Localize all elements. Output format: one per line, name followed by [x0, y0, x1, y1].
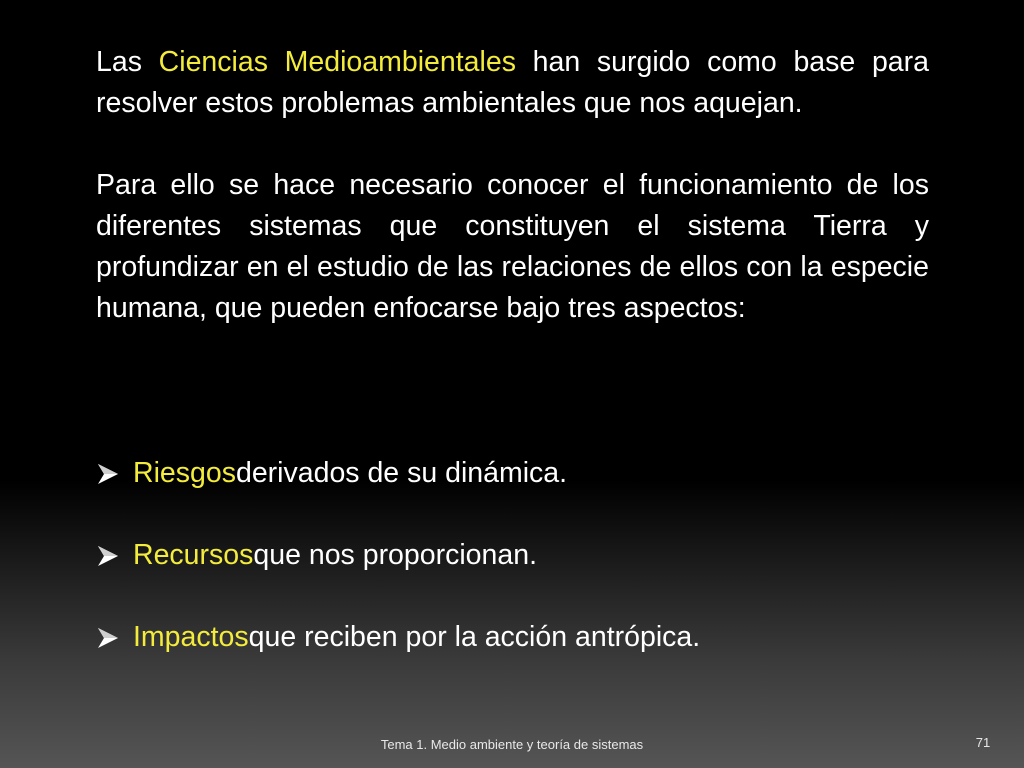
arrowhead-bullet-icon: [96, 544, 120, 568]
list-item: [96, 535, 956, 576]
footer-title: Tema 1. Medio ambiente y teoría de sistemas: [380, 737, 644, 752]
bullet-highlight: Recursos: [133, 539, 254, 571]
highlight-ciencias-medioambientales: Ciencias Medioambientales: [158, 46, 516, 78]
page-number: 71: [975, 735, 991, 750]
bullet-text: que reciben por la acción antrópica.: [248, 621, 701, 653]
list-item: [96, 617, 956, 658]
list-item: [96, 453, 956, 494]
bullet-text: que nos proporcionan.: [253, 539, 537, 571]
arrowhead-bullet-icon: [96, 626, 120, 650]
bullet-text: derivados de su dinámica.: [235, 457, 568, 489]
intro-paragraph: [96, 42, 929, 124]
slide-body: [96, 42, 929, 329]
bullet-highlight: Riesgos: [133, 457, 236, 489]
intro-prefix: Las: [96, 46, 159, 78]
arrowhead-bullet-icon: [96, 462, 120, 486]
intro-suffix: han surgido como base para resolver estos problemas ambientales que nos aquejan.: [96, 46, 929, 119]
aspects-list: [96, 453, 956, 658]
bullet-highlight: Impactos: [133, 621, 249, 653]
aspects-paragraph: Para ello se hace necesario conocer el funcionamiento de los diferentes sistemas que constituyen el sistema Tierra y profundizar en el estudio de las relaciones de ellos con la especie humana, que pueden enfocarse bajo tres aspectos:: [96, 169, 929, 324]
